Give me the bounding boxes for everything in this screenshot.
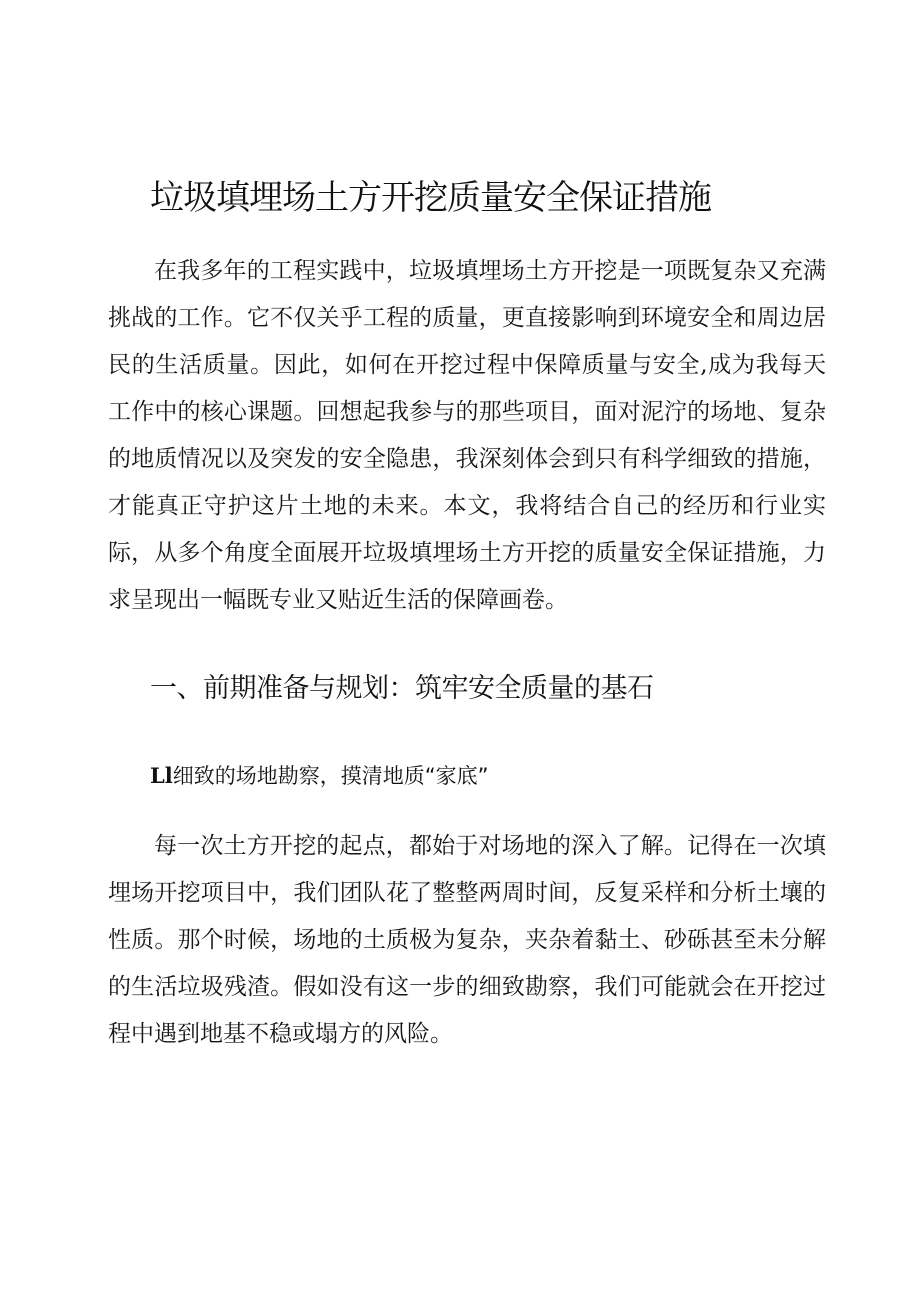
subsection-1-1-number: Ll (150, 763, 173, 788)
document-title: 垃圾填埋场土方开挖质量安全保证措施 (150, 178, 711, 218)
subsection-1-1-heading (150, 756, 489, 796)
subsection-1-1-title: 细致的场地勘察，摸清地质“家底” (172, 764, 489, 788)
section-1-heading: 一、前期准备与规划：筑牢安全质量的基石 (150, 673, 654, 704)
subsection-1-1-paragraph: 每一次土方开挖的起点，都始于对场地的深入了解。记得在一次填埋场开挖项目中，我们团队花了整整两周时间，反复采样和分析土壤的性质。那个时候，场地的土质极为复杂，夹杂着黏土、砂砾甚至未分解的生活垃圾残渣。假如没有这一步的细致勘察，我们可能就会在开挖过程中遇到地基不稳或塌方的风险。 (108, 833, 826, 1047)
intro-paragraph: 在我多年的工程实践中，垃圾填埋场土方开挖是一项既复杂又充满挑战的工作。它不仅关乎工程的质量，更直接影响到环境安全和周边居民的生活质量。因此，如何在开挖过程中保障质量与安全,成为我每天工作中的核心课题。回想起我参与的那些项目，面对泥泞的场地、复杂的地质情况以及突发的安全隐患，我深刻体会到只有科学细致的措施，才能真正守护这片土地的未来。本文，我将结合自己的经历和行业实际，从多个角度全面展开垃圾填埋场土方开挖的质量安全保证措施，力求呈现出一幅既专业又贴近生活的保障画卷。 (108, 258, 826, 613)
